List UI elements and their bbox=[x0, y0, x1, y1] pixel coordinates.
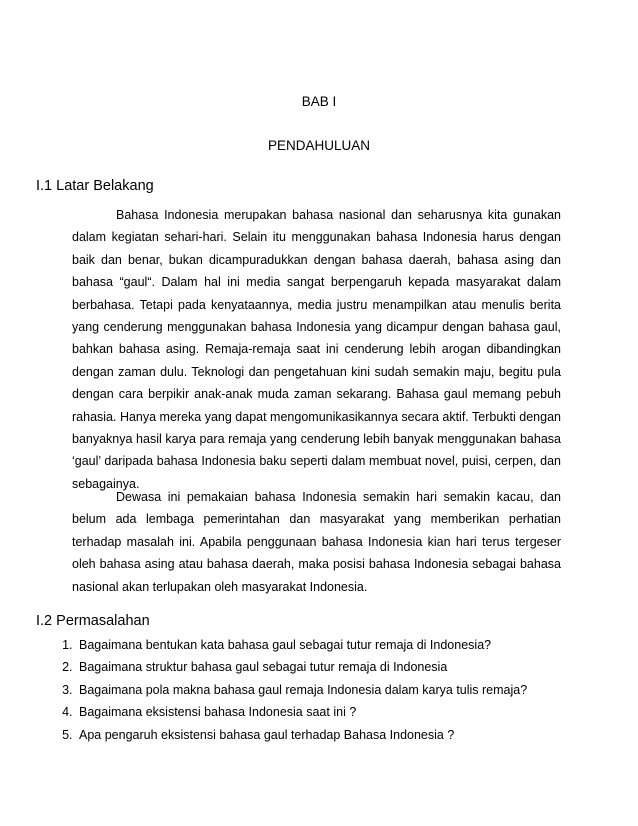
list-item: 4. Bagaimana eksistensi bahasa Indonesia saat ini ? bbox=[76, 701, 636, 723]
paragraph-block bbox=[72, 486, 561, 598]
list-item: 1. Bagaimana bentukan kata bahasa gaul sebagai tutur remaja di Indonesia? bbox=[76, 634, 636, 656]
chapter-label: BAB I bbox=[301, 94, 337, 109]
paragraph: Bahasa Indonesia merupakan bahasa nasional dan seharusnya kita gunakan dalam kegiatan sehari-hari. Selain itu menggunakan bahasa Indonesia harus dengan baik dan benar, bukan dicampuradukkan dengan bahasa daerah, bahasa asing dan bahasa “gaul“. Dalam hal ini media sangat berpengaruh kepada masyarakat dalam berbahasa. Tetapi pada kenyataannya, media justru menampilkan atau menulis berita yang cenderung menggunakan bahasa Indonesia yang dicampur dengan bahasa gaul, bahkan bahasa asing. Remaja-remaja saat ini cenderung lebih arogan dibandingkan dengan zaman dulu. Teknologi dan pengetahuan kini sudah semakin maju, begitu pula dengan cara berpikir anak-anak muda zaman sekarang. Bahasa gaul memang pebuh rahasia. Hanya mereka yang dapat mengomunikasikannya secara aktif. Terbukti dengan banyaknya hasil karya para remaja yang cenderung lebih banyak menggunakan bahasa ‘gaul’ daripada bahasa Indonesia baku seperti dalam membuat novel, puisi, cerpen, dan sebagainya. bbox=[72, 208, 561, 491]
paragraph-block bbox=[72, 204, 561, 495]
problem-list bbox=[36, 634, 636, 746]
list-item: 5. Apa pengaruh eksistensi bahasa gaul terhadap Bahasa Indonesia ? bbox=[76, 724, 636, 746]
list-item: 3. Bagaimana pola makna bahasa gaul remaja Indonesia dalam karya tulis remaja? bbox=[76, 679, 636, 701]
list-item: 2. Bagaimana struktur bahasa gaul sebagai tutur remaja di Indonesia bbox=[76, 656, 636, 678]
paragraph: Dewasa ini pemakaian bahasa Indonesia semakin hari semakin kacau, dan belum ada lembaga pemerintahan dan masyarakat yang memberikan perhatian terhadap masalah ini. Apabila penggunaan bahasa Indonesia kian hari terus tergeser oleh bahasa asing atau bahasa daerah, maka posisi bahasa Indonesia sebagai bahasa nasional akan terlupakan oleh masyarakat Indonesia. bbox=[72, 490, 561, 594]
section-heading-latar-belakang: I.1 Latar Belakang bbox=[36, 178, 154, 194]
chapter-title: PENDAHULUAN bbox=[267, 138, 371, 153]
section-heading-permasalahan: I.2 Permasalahan bbox=[36, 613, 150, 629]
